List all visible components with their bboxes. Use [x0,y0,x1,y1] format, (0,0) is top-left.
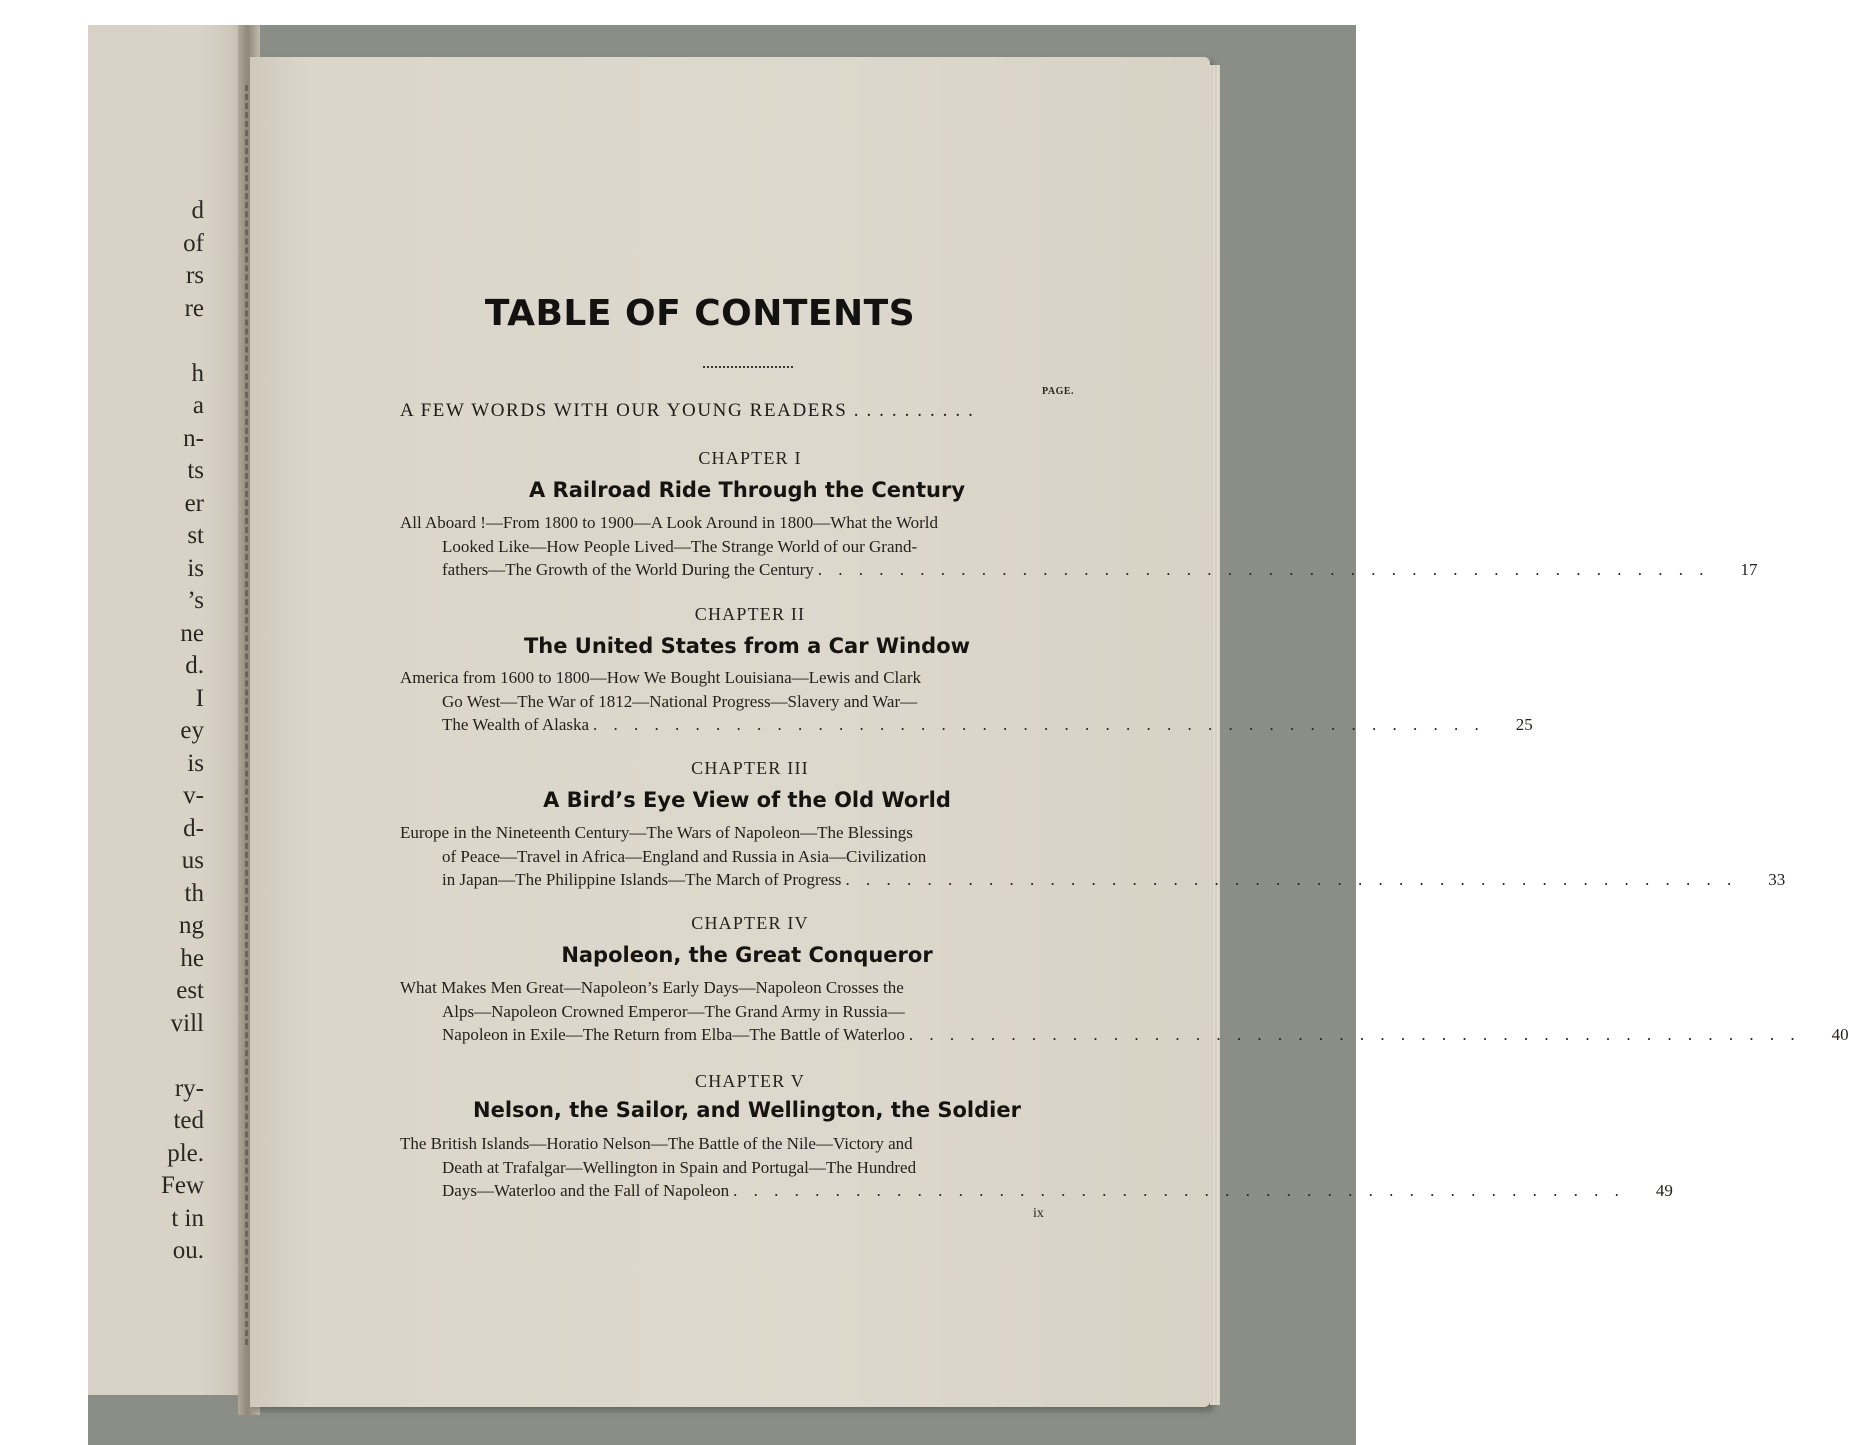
description-line: What Makes Men Great—Napoleon’s Early Days—Napoleon Crosses the [400,978,904,997]
left-line: ey [180,717,204,744]
left-line: Few [160,1172,204,1199]
left-line: is [187,749,204,777]
page-number: 40 [1831,1025,1849,1044]
description-line: Go West—The War of 1812—National Progress—Slavery and War— [442,691,918,711]
description-leader-line [400,868,1786,892]
left-line: d. [185,652,204,679]
dot-leader: . . . . . . . . . . . . . . . . . . . . . . . . . . . . . . . . . . . . . . . . . . . . [593,715,1485,734]
left-line: h [191,359,204,387]
description-line: The Wealth of Alaska [442,715,590,734]
left-line: ng [179,912,204,939]
page-number: 33 [1768,870,1786,889]
left-line: st [187,522,204,549]
chapter-title: The United States from a Car Window [523,634,971,658]
left-line [88,1040,208,1073]
chapter-title: A Railroad Ride Through the Century [528,478,966,502]
left-line: he [180,944,204,972]
left-line: ts [187,457,204,484]
left-line [88,325,208,358]
description-line: Alps—Napoleon Crowned Emperor—The Grand Army in Russia— [442,1001,905,1021]
dot-leader: . . . . . . . . . . . . . . . . . . . . . . . . . . . . . . . . . . . . . . . . . . . . [817,560,1710,579]
description-line: in Japan—The Philippine Islands—The March of Progress [442,870,842,889]
description-line: Europe in the Nineteenth Century—The Wars of Napoleon—The Blessings [400,823,913,842]
left-line: t in [171,1204,204,1232]
chapter-label: CHAPTER V [695,1071,805,1091]
chapter-description [400,511,1758,582]
page-number: 49 [1655,1181,1673,1200]
left-line: I [195,684,204,712]
left-line: ’s [187,587,204,614]
left-page [88,25,250,1395]
description-line: The British Islands—Horatio Nelson—The Battle of the Nile—Victory and [400,1134,913,1153]
chapter-description [400,1132,1673,1203]
dot-leader: . . . . . . . . . . . . . . . . . . . . . . . . . . . . . . . . . . . . . . . . . . . . [845,870,1738,889]
left-line: ry- [174,1074,204,1102]
description-leader-line [400,1023,1849,1047]
chapter-title: A Bird’s Eye View of the Old World [543,788,951,812]
chapter-label: CHAPTER I [698,448,802,468]
description-line: All Aboard !—From 1800 to 1900—A Look Around in 1800—What the World [400,513,939,532]
page-number: 25 [1515,715,1533,734]
toc-intro-entry: A FEW WORDS WITH OUR YOUNG READERS . . . . . . . . . . [400,400,975,421]
left-line: th [184,879,204,907]
description-line: America from 1600 to 1800—How We Bought Louisiana—Lewis and Clark [400,668,921,687]
description-leader-line [400,1179,1673,1203]
left-line: of [183,229,204,257]
left-line: us [181,847,204,874]
left-page-text [88,195,208,1268]
left-line: rs [185,262,204,289]
chapter-title: Napoleon, the Great Conqueror [561,943,933,967]
page-column-heading: PAGE. [1042,386,1075,397]
toc-title: TABLE OF CONTENTS [484,293,916,334]
dot-leader: . . . . . . . . . . . . . . . . . . . . . . . . . . . . . . . . . . . . . . . . . . . . [733,1181,1625,1200]
page-number: 17 [1740,560,1758,579]
chapter-label: CHAPTER IV [691,913,809,933]
chapter-label: CHAPTER III [691,758,809,778]
description-line: Looked Like—How People Lived—The Strange World of our Grand- [442,536,918,556]
left-line: er [184,489,204,517]
left-line: ne [180,619,204,647]
chapter-description [400,821,1786,892]
left-line: ou. [172,1237,204,1264]
left-line: v- [183,782,204,809]
left-line: is [187,554,204,582]
left-line: vill [170,1009,204,1037]
description-leader-line [400,713,1533,737]
description-line: fathers—The Growth of the World During the Century [442,560,814,579]
left-line: a [192,392,204,419]
left-line: ted [173,1107,204,1134]
left-line: n- [183,424,204,452]
chapter-title: Nelson, the Sailor, and Wellington, the Soldier [473,1098,1021,1122]
chapter-description [400,666,1533,737]
left-line: d- [183,814,204,842]
description-line: Death at Trafalgar—Wellington in Spain and Portugal—The Hundred [442,1157,917,1177]
chapter-label: CHAPTER II [694,604,806,624]
left-line: d [191,197,204,224]
dot-leader: . . . . . . . . . . . . . . . . . . . . . . . . . . . . . . . . . . . . . . . . . . . . [908,1025,1801,1044]
page-folio: ix [1033,1206,1044,1221]
description-line: Days—Waterloo and the Fall of Napoleon [442,1181,730,1200]
description-line: of Peace—Travel in Africa—England and Russia in Asia—Civilization [442,846,927,866]
description-line: Napoleon in Exile—The Return from Elba—The Battle of Waterloo [442,1025,905,1044]
left-line: est [176,977,204,1004]
left-line: ple. [167,1139,204,1167]
left-line: re [184,294,204,322]
description-leader-line [400,558,1758,582]
title-rule [703,366,793,368]
chapter-description [400,976,1849,1047]
